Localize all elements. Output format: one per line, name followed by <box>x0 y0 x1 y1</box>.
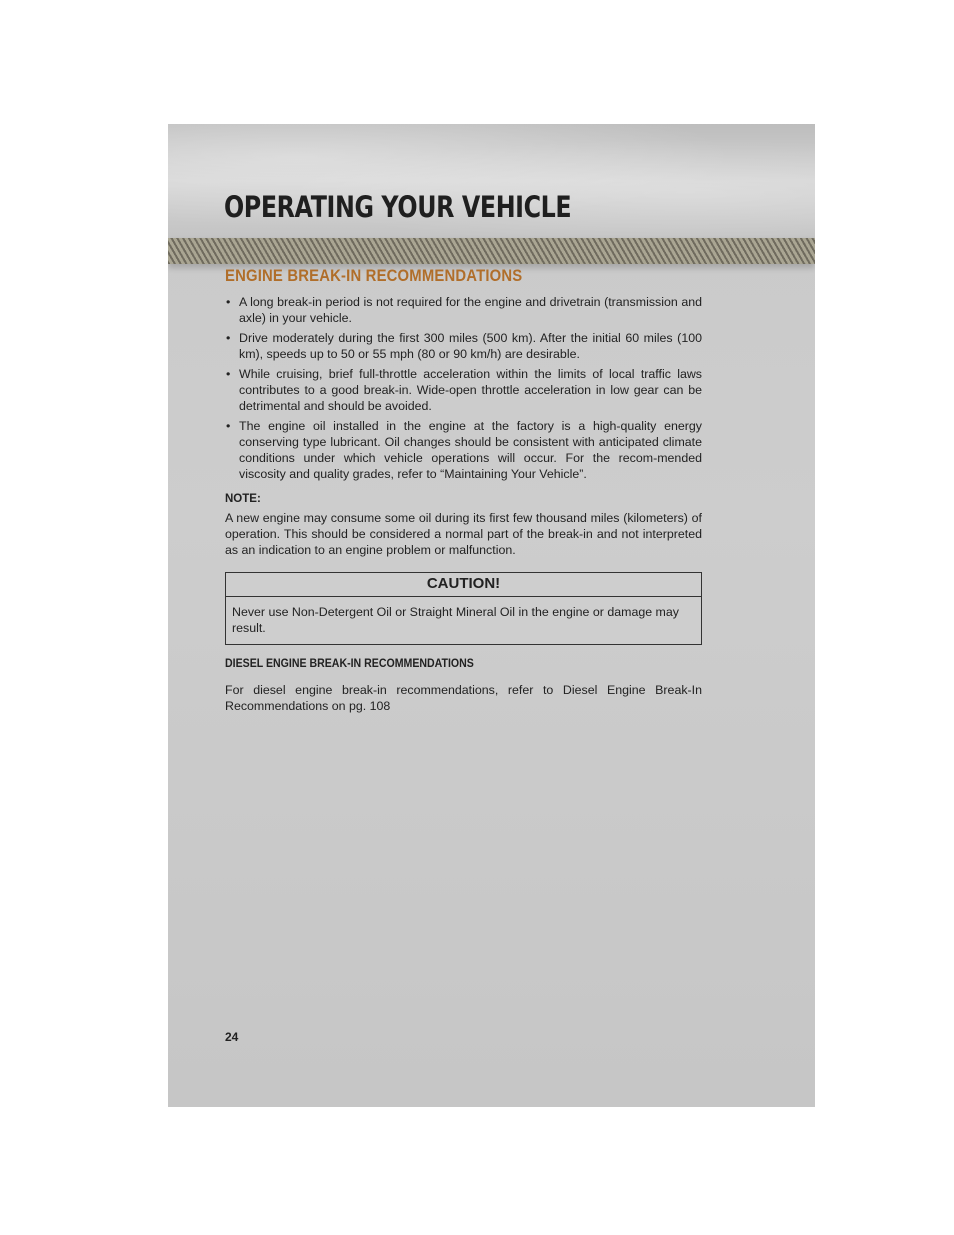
caution-text: Never use Non-Detergent Oil or Straight Mineral Oil in the engine or damage may result. <box>232 605 679 635</box>
bullet-text: Drive moderately during the first 300 miles (500 km). After the initial 60 miles (100 km), speeds up to 50 or 55 mph (80 or 90 km/h) are desirable. <box>239 331 702 361</box>
list-item <box>225 366 702 414</box>
caution-title: CAUTION! <box>226 573 701 597</box>
bullet-list <box>225 294 702 482</box>
page-number: 24 <box>225 1030 239 1044</box>
list-item <box>225 418 702 482</box>
section-heading: ENGINE BREAK-IN RECOMMENDATIONS <box>225 267 523 285</box>
page-content <box>225 264 702 714</box>
caution-box <box>225 572 702 645</box>
diesel-text: For diesel engine break-in recommendations, refer to Diesel Engine Break-In Recommendations on pg. 108 <box>225 683 702 713</box>
bullet-marker: • <box>226 419 231 433</box>
list-item <box>225 330 702 362</box>
bullet-text: The engine oil installed in the engine at the factory is a high-quality energy conserving type lubricant. Oil changes should be consistent with anticipated climate conditions under which vehicle operations will occur. For the recom-mended viscosity and quality grades, refer to “Maintaining Your Vehicle”. <box>239 419 702 481</box>
bullet-marker: • <box>226 295 231 309</box>
note-label: NOTE: <box>225 493 261 505</box>
note-text: A new engine may consume some oil during its first few thousand miles (kilometers) of operation. This should be considered a normal part of the break-in and not interpreted as an indication to an engine problem or malfunction. <box>225 511 702 557</box>
list-item <box>225 294 702 326</box>
header-stripe <box>168 238 815 264</box>
bullet-marker: • <box>226 331 231 345</box>
page-header-band <box>168 124 815 238</box>
manual-page <box>168 124 815 1107</box>
page-title: OPERATING YOUR VEHICLE <box>224 190 572 224</box>
bullet-text: A long break-in period is not required for the engine and drivetrain (transmission and axle) in your vehicle. <box>239 295 702 325</box>
bullet-marker: • <box>226 367 231 381</box>
diesel-heading: DIESEL ENGINE BREAK-IN RECOMMENDATIONS <box>225 658 474 670</box>
bullet-text: While cruising, brief full-throttle acceleration within the limits of local traffic laws contributes to a good break-in. Wide-open throttle acceleration in low gear can be detrimental and should be avoided. <box>239 367 702 413</box>
